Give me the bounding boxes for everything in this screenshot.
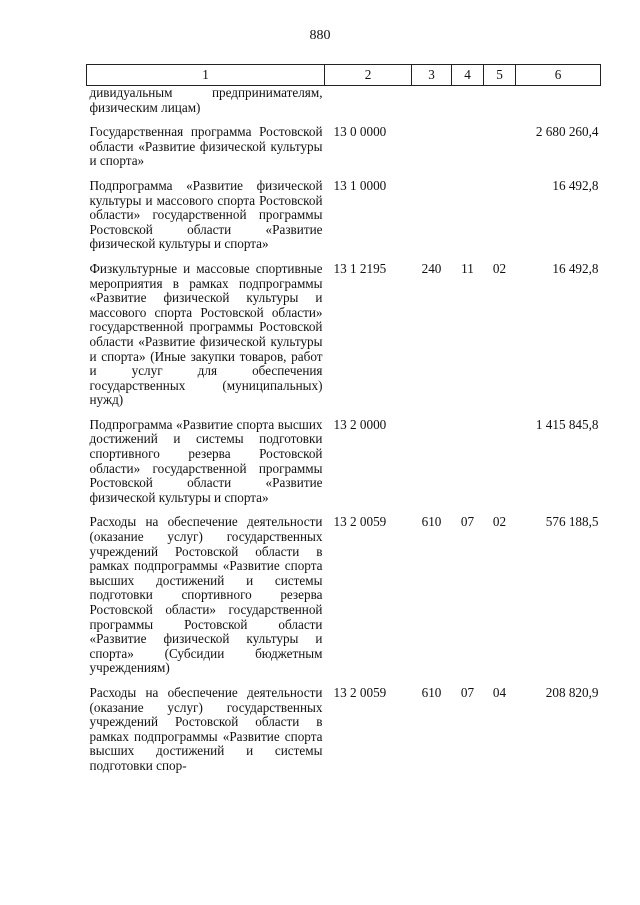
header-col-2: 2	[325, 65, 412, 86]
row-pr: 04	[492, 684, 507, 700]
table-row	[87, 86, 601, 126]
row-name: Расходы на обеспечение деятельности (оказание услуг) государственных учреждений Ростовской области в рамках подпрограммы «Развитие спорта высших достижений и системы подготовки спортивного резерва Ростовской области» государственной программы Ростовской области «Развитие физической культуры и спорта» (Субсидии бюджетным учреждениям)	[89, 514, 323, 676]
row-name: дивидуальным предпринимателям, физическим лицам)	[89, 85, 323, 115]
row-sum: 16 492,8	[552, 260, 599, 276]
row-sum: 16 492,8	[552, 177, 599, 193]
header-col-5: 5	[484, 65, 516, 86]
header-col-6: 6	[516, 65, 601, 86]
row-pr	[484, 86, 516, 126]
row-sum: 2 680 260,4	[535, 124, 599, 140]
row-pr: 02	[492, 260, 507, 276]
row-rz: 11	[461, 260, 474, 276]
row-code: 13 1 2195	[333, 260, 387, 276]
row-rz	[452, 125, 484, 179]
row-vr	[412, 418, 452, 516]
row-vr	[412, 86, 452, 126]
table-row	[87, 515, 601, 686]
row-pr	[484, 125, 516, 179]
row-name: Физкультурные и массовые спортивные мероприятия в рамках подпрограммы «Развитие физической культуры и массового спорта Ростовской области» государственной программы Ростовской области «Развитие физической культуры и спорта» (Иные закупки товаров, работ и услуг для обеспечения государственных (муниципальных) нужд)	[89, 260, 323, 408]
row-sum: 208 820,9	[545, 684, 599, 700]
row-code: 13 2 0000	[333, 416, 387, 432]
row-vr	[412, 179, 452, 262]
table-header-row	[87, 65, 601, 86]
table-row	[87, 262, 601, 418]
header-col-4: 4	[452, 65, 484, 86]
row-code: 13 0 0000	[333, 124, 387, 140]
row-pr: 02	[492, 514, 507, 530]
row-sum: 1 415 845,8	[535, 416, 599, 432]
row-vr: 610	[421, 514, 442, 530]
row-rz	[452, 418, 484, 516]
table-row	[87, 686, 601, 784]
row-code: 13 2 0059	[333, 514, 387, 530]
row-rz: 07	[460, 514, 475, 530]
row-vr: 610	[421, 684, 442, 700]
table-row	[87, 179, 601, 262]
row-pr	[484, 179, 516, 262]
row-name: Расходы на обеспечение деятельности (оказание услуг) государственных учреждений Ростовской области в рамках подпрограммы «Развитие спорта высших достижений и системы подготовки спор-	[89, 684, 323, 773]
row-name: Подпрограмма «Развитие физической культуры и массового спорта Ростовской области» государственной программы Ростовской области «Развитие физической культуры и спорта»	[89, 177, 323, 252]
budget-table	[86, 64, 601, 784]
header-col-3: 3	[412, 65, 452, 86]
page-number: 880	[309, 28, 331, 43]
row-sum	[516, 86, 601, 126]
header-col-1: 1	[87, 65, 325, 86]
row-vr: 240	[421, 260, 442, 276]
table-row	[87, 125, 601, 179]
row-vr	[412, 125, 452, 179]
table-row	[87, 418, 601, 516]
row-code	[325, 86, 412, 126]
row-name: Подпрограмма «Развитие спорта высших достижений и системы подготовки спортивного резерва Ростовской области» государственной программы Ростовской области «Развитие физической культуры и спорта»	[89, 416, 323, 505]
row-rz	[452, 86, 484, 126]
row-sum: 576 188,5	[545, 514, 599, 530]
row-name: Государственная программа Ростовской области «Развитие физической культуры и спорта»	[89, 124, 323, 169]
row-rz	[452, 179, 484, 262]
row-code: 13 2 0059	[333, 684, 387, 700]
row-pr	[484, 418, 516, 516]
row-code: 13 1 0000	[333, 177, 387, 193]
row-rz: 07	[460, 684, 475, 700]
